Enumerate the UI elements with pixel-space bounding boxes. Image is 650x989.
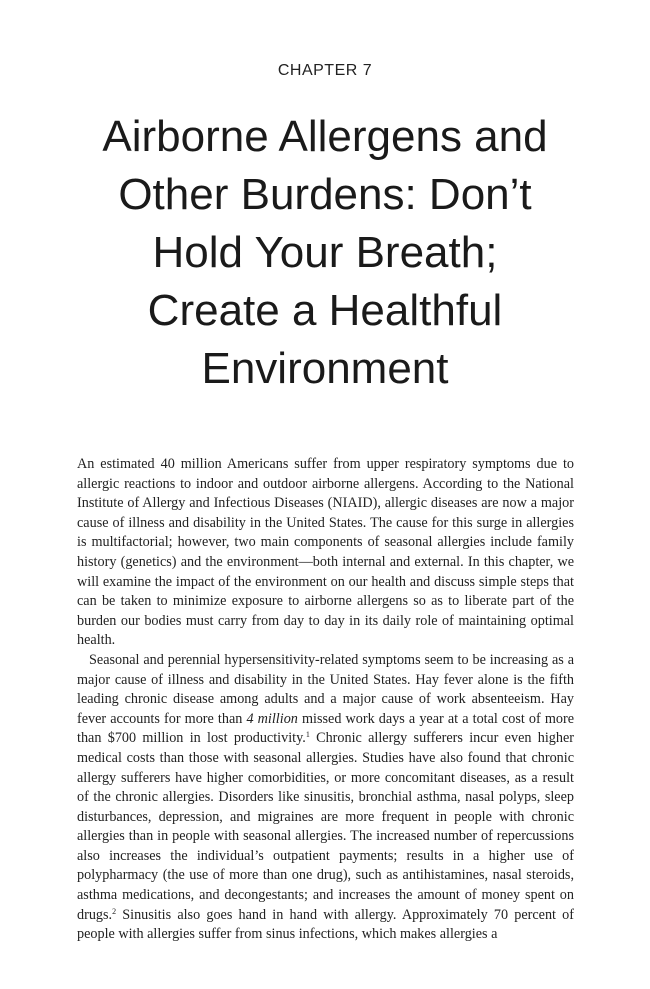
- paragraph-hay-fever: [77, 651, 574, 945]
- chapter-title-line: Create a Healthful: [147, 286, 503, 335]
- chapter-label: CHAPTER 7: [277, 62, 373, 79]
- body-text: [77, 455, 574, 945]
- footnote-ref-1: 1: [305, 730, 310, 740]
- emphasis-text: 4 million: [246, 710, 298, 727]
- paragraph-text: Sinusitis also goes hand in hand with allergy. Approximately 70 percent of people with allergies suffer from sinus infections, which makes allergies a: [77, 906, 574, 943]
- chapter-title-line: Hold Your Breath;: [152, 228, 498, 277]
- paragraph-text: missed work days a year at a total cost of more than $700 million in lost productivity.: [77, 710, 575, 747]
- paragraph-text: Chronic allergy sufferers incur even higher medical costs than those with seasonal allergies. Studies have also found that chronic allergy sufferers have higher comorbidities, or more concomitant diseases, as a result of the chronic allergies. Disorders like sinusitis, bronchial asthma, nasal polyps, sleep disturbances, depression, and migraines are more frequent in people with chronic allergies than in people with seasonal allergies. The increased number of repercussions also increases the individual’s outpatient payments; results in a higher use of polypharmacy (the use of more than one drug), such as antihistamines, nasal steroids, asthma medications, and decongestants; and increases the amount of money spent on drugs.: [77, 730, 575, 923]
- chapter-title: [40, 108, 610, 398]
- paragraph-intro: An estimated 40 million Americans suffer from upper respiratory symptoms due to allergic reactions to indoor and outdoor airborne allergens. According to the National Institute of Allergy and Infectious Diseases (NIAID), allergic diseases are now a major cause of illness and disability in the United States. The cause for this surge in allergies is multifactorial; however, two main components of seasonal allergies include family history (genetics) and the environment—both internal and external. In this chapter, we will examine the impact of the environment on our health and discuss simple steps that can be taken to minimize exposure to airborne allergens so as to liberate part of the burden our bodies must carry from day to day in its daily role of maintaining optimal health.: [77, 456, 574, 649]
- footnote-ref-2: 2: [112, 906, 117, 916]
- chapter-title-line: Other Burdens: Don’t: [118, 170, 532, 219]
- paragraph-text: Seasonal and perennial hypersensitivity-related symptoms seem to be increasing as a major cause of illness and disability in the United States. Hay fever alone is the fifth leading chronic disease among adults and a major cause of work absenteeism. Hay fever accounts for more than: [77, 651, 574, 727]
- chapter-title-line: Environment: [201, 344, 449, 393]
- chapter-title-line: Airborne Allergens and: [102, 112, 548, 161]
